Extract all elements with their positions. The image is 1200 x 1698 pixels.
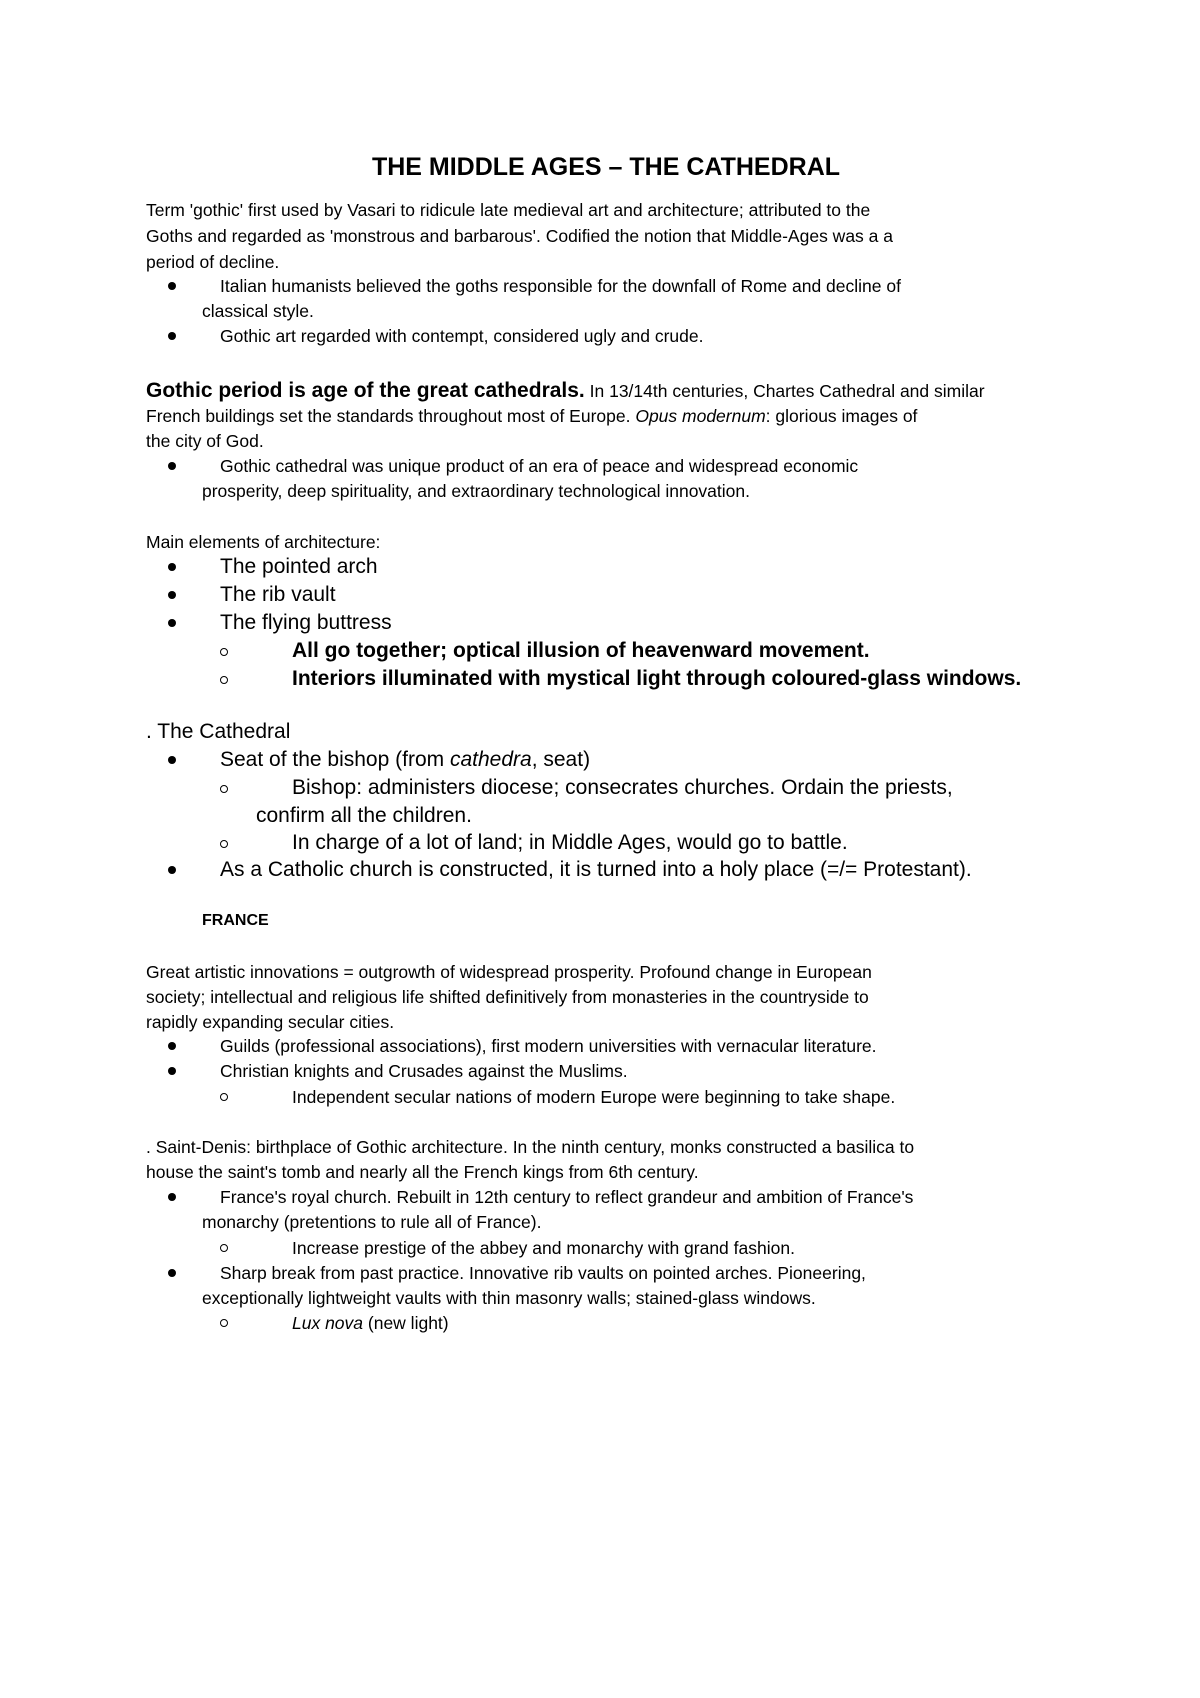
elements-heading: Main elements of architecture: xyxy=(146,532,381,552)
bullet-text: Gothic cathedral was unique product of an era of peace and widespread economic xyxy=(220,456,859,476)
bullet-icon xyxy=(168,1193,176,1201)
opus-modernum: Opus modernum xyxy=(635,406,766,426)
france-line-2: society; intellectual and religious life shifted definitively from monasteries in the countryside to xyxy=(146,987,869,1007)
list-item xyxy=(220,454,858,478)
gothic-line-2-a: French buildings set the standards throughout most of Europe. xyxy=(146,406,636,426)
france-line-1: Great artistic innovations = outgrowth of widespread prosperity. Profound change in European xyxy=(146,962,872,982)
bullet-text: Independent secular nations of modern Europe were beginning to take shape. xyxy=(292,1087,896,1107)
bullet-text: Bishop: administers diocese; consecrates churches. Ordain the priests, xyxy=(292,776,953,799)
lux-nova-term: Lux nova xyxy=(292,1313,364,1333)
circle-bullet-icon xyxy=(220,1093,228,1101)
list-item xyxy=(220,324,703,348)
cathedra-term: cathedra xyxy=(449,748,532,771)
france-line-3: rapidly expanding secular cities. xyxy=(146,1012,395,1032)
circle-bullet-icon xyxy=(220,1319,228,1327)
list-item xyxy=(220,1034,877,1058)
gothic-line-1-rest: In 13/14th centuries, Chartes Cathedral and similar xyxy=(584,381,985,401)
saint-denis-line-1: . Saint-Denis: birthplace of Gothic architecture. In the ninth century, monks constructed a basilica to xyxy=(146,1137,915,1157)
sub-list-item xyxy=(292,637,870,665)
list-item xyxy=(220,1059,628,1083)
bullet-continuation: prosperity, deep spirituality, and extraordinary technological innovation. xyxy=(202,481,750,501)
seat-text-b: , seat) xyxy=(531,748,591,771)
circle-bullet-icon xyxy=(220,785,228,793)
sub-list-item xyxy=(292,774,953,802)
bullet-text: France's royal church. Rebuilt in 12th century to reflect grandeur and ambition of France's xyxy=(220,1187,914,1207)
lux-nova-rest: (new light) xyxy=(363,1313,449,1333)
list-item xyxy=(220,856,972,884)
bullet-icon xyxy=(168,282,176,290)
bullet-continuation: confirm all the children. xyxy=(256,804,472,827)
bullet-text: Sharp break from past practice. Innovative rib vaults on pointed arches. Pioneering, xyxy=(220,1263,866,1283)
list-item xyxy=(220,746,590,774)
bullet-text: In charge of a lot of land; in Middle Ages, would go to battle. xyxy=(292,831,848,854)
sub-list-item xyxy=(292,665,1021,693)
sub-list-item xyxy=(292,1236,795,1260)
bullet-text: Christian knights and Crusades against the Muslims. xyxy=(220,1061,628,1081)
circle-bullet-icon xyxy=(220,1244,228,1252)
bullet-text: Interiors illuminated with mystical light through coloured-glass windows. xyxy=(292,667,1022,690)
bullet-text: Italian humanists believed the goths responsible for the downfall of Rome and decline of xyxy=(220,276,901,296)
bullet-icon xyxy=(168,1042,176,1050)
bullet-text: Guilds (professional associations), first modern universities with vernacular literature. xyxy=(220,1036,877,1056)
bullet-text: The flying buttress xyxy=(220,611,392,634)
seat-text-a: Seat of the bishop (from xyxy=(220,748,450,771)
bullet-icon xyxy=(168,462,176,470)
list-item xyxy=(220,274,901,298)
list-item xyxy=(220,553,378,581)
cathedral-heading: . The Cathedral xyxy=(146,720,291,743)
list-item xyxy=(220,1261,866,1285)
gothic-line-3: the city of God. xyxy=(146,431,264,451)
gothic-line-2 xyxy=(146,404,917,428)
bullet-icon xyxy=(168,332,176,340)
bullet-text: All go together; optical illusion of heavenward movement. xyxy=(292,639,870,662)
gothic-lead: Gothic period is age of the great cathedrals. xyxy=(146,379,585,402)
bullet-icon xyxy=(168,866,176,874)
circle-bullet-icon xyxy=(220,840,228,848)
list-item xyxy=(220,609,392,637)
intro-line-1: Term 'gothic' first used by Vasari to ridicule late medieval art and architecture; attributed to the xyxy=(146,200,871,220)
bullet-continuation: classical style. xyxy=(202,301,314,321)
gothic-line-1 xyxy=(146,377,985,405)
list-item xyxy=(220,581,336,609)
bullet-icon xyxy=(168,591,176,599)
bullet-continuation: exceptionally lightweight vaults with thin masonry walls; stained-glass windows. xyxy=(202,1288,816,1308)
bullet-icon xyxy=(168,1067,176,1075)
page-title: THE MIDDLE AGES – THE CATHEDRAL xyxy=(371,153,841,181)
saint-denis-line-2: house the saint's tomb and nearly all the French kings from 6th century. xyxy=(146,1162,699,1182)
bullet-icon xyxy=(168,619,176,627)
bullet-text: The pointed arch xyxy=(220,555,378,578)
circle-bullet-icon xyxy=(220,676,228,684)
bullet-text: Increase prestige of the abbey and monarchy with grand fashion. xyxy=(292,1238,795,1258)
sub-list-item xyxy=(292,1085,895,1109)
bullet-icon xyxy=(168,563,176,571)
circle-bullet-icon xyxy=(220,648,228,656)
bullet-text: The rib vault xyxy=(220,583,336,606)
bullet-text: Gothic art regarded with contempt, considered ugly and crude. xyxy=(220,326,704,346)
france-heading: FRANCE xyxy=(202,912,269,929)
sub-list-item xyxy=(292,1311,449,1335)
bullet-continuation: monarchy (pretentions to rule all of France). xyxy=(202,1212,542,1232)
bullet-icon xyxy=(168,1269,176,1277)
bullet-text: As a Catholic church is constructed, it is turned into a holy place (=/= Protestant). xyxy=(220,858,972,881)
gothic-line-2-b: : glorious images of xyxy=(765,406,918,426)
intro-line-2: Goths and regarded as 'monstrous and barbarous'. Codified the notion that Middle-Ages was a a xyxy=(146,226,893,246)
sub-list-item xyxy=(292,829,848,857)
intro-line-3: period of decline. xyxy=(146,252,280,272)
bullet-icon xyxy=(168,756,176,764)
list-item xyxy=(220,1185,913,1209)
